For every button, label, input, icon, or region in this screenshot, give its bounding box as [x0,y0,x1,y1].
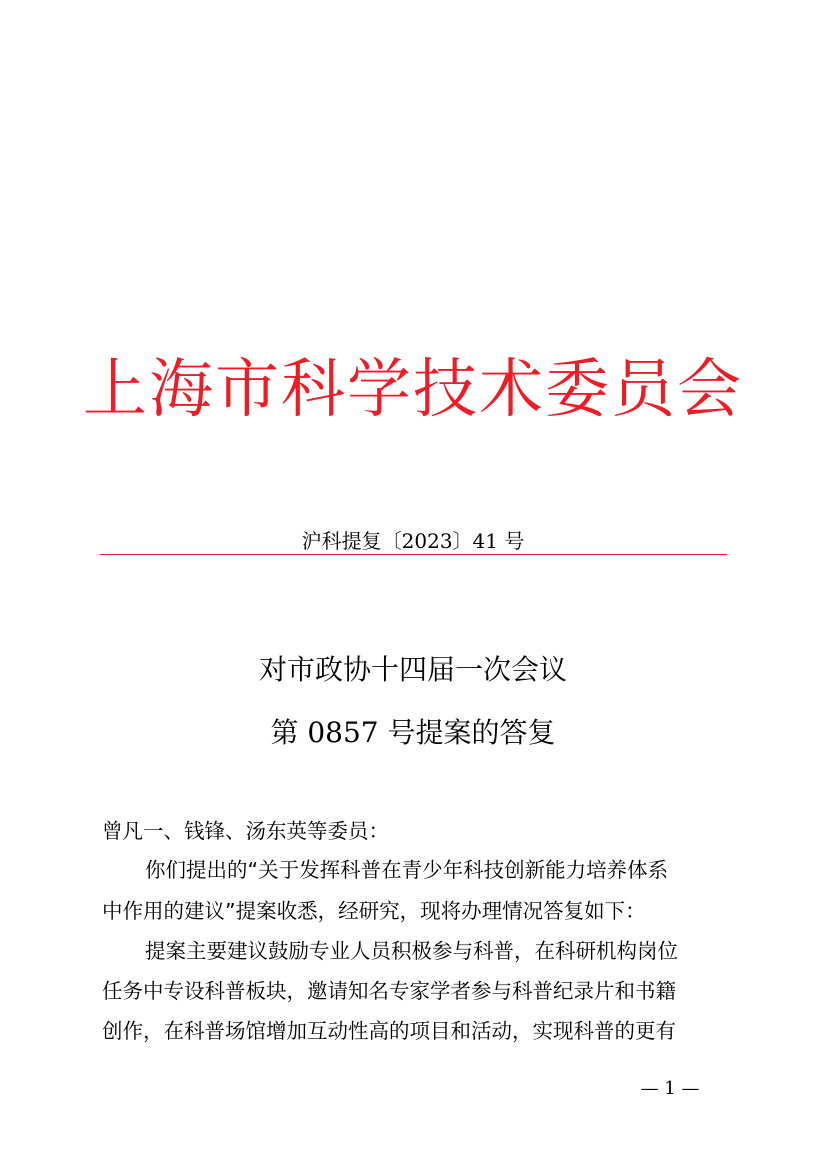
paragraph-1-line-2: 中作用的建议”提案收悉，经研究，现将办理情况答复如下： [102,899,646,923]
reply-title-line-2 [0,713,826,753]
reply-title-prefix: 第 [270,716,308,749]
red-divider-line [100,554,727,555]
paragraph-1-line-1: 你们提出的“关于发挥科普在青少年科技创新能力培养体系 [145,858,669,882]
document-number: 沪科提复〔2023〕41 号 [301,529,525,553]
reply-title-suffix: 号提案的答复 [378,716,556,749]
paragraph-2-line-3: 创作，在科普场馆增加互动性高的项目和活动，实现科普的更有 [102,1019,676,1043]
salutation: 曾凡一、钱锋、汤东英等委员： [102,819,389,843]
agency-title: 上海市科学技术委员会 [83,353,743,427]
paragraph-2-line-1: 提案主要建议鼓励专业人员积极参与科普，在科研机构岗位 [145,939,678,963]
proposal-number: 0857 [307,716,379,749]
reply-title-line-1: 对市政协十四届一次会议 [258,653,567,686]
page-number: — 1 — [640,1078,700,1099]
paragraph-2-line-2: 任务中专设科普板块，邀请知名专家学者参与科普纪录片和书籍 [102,979,676,1003]
